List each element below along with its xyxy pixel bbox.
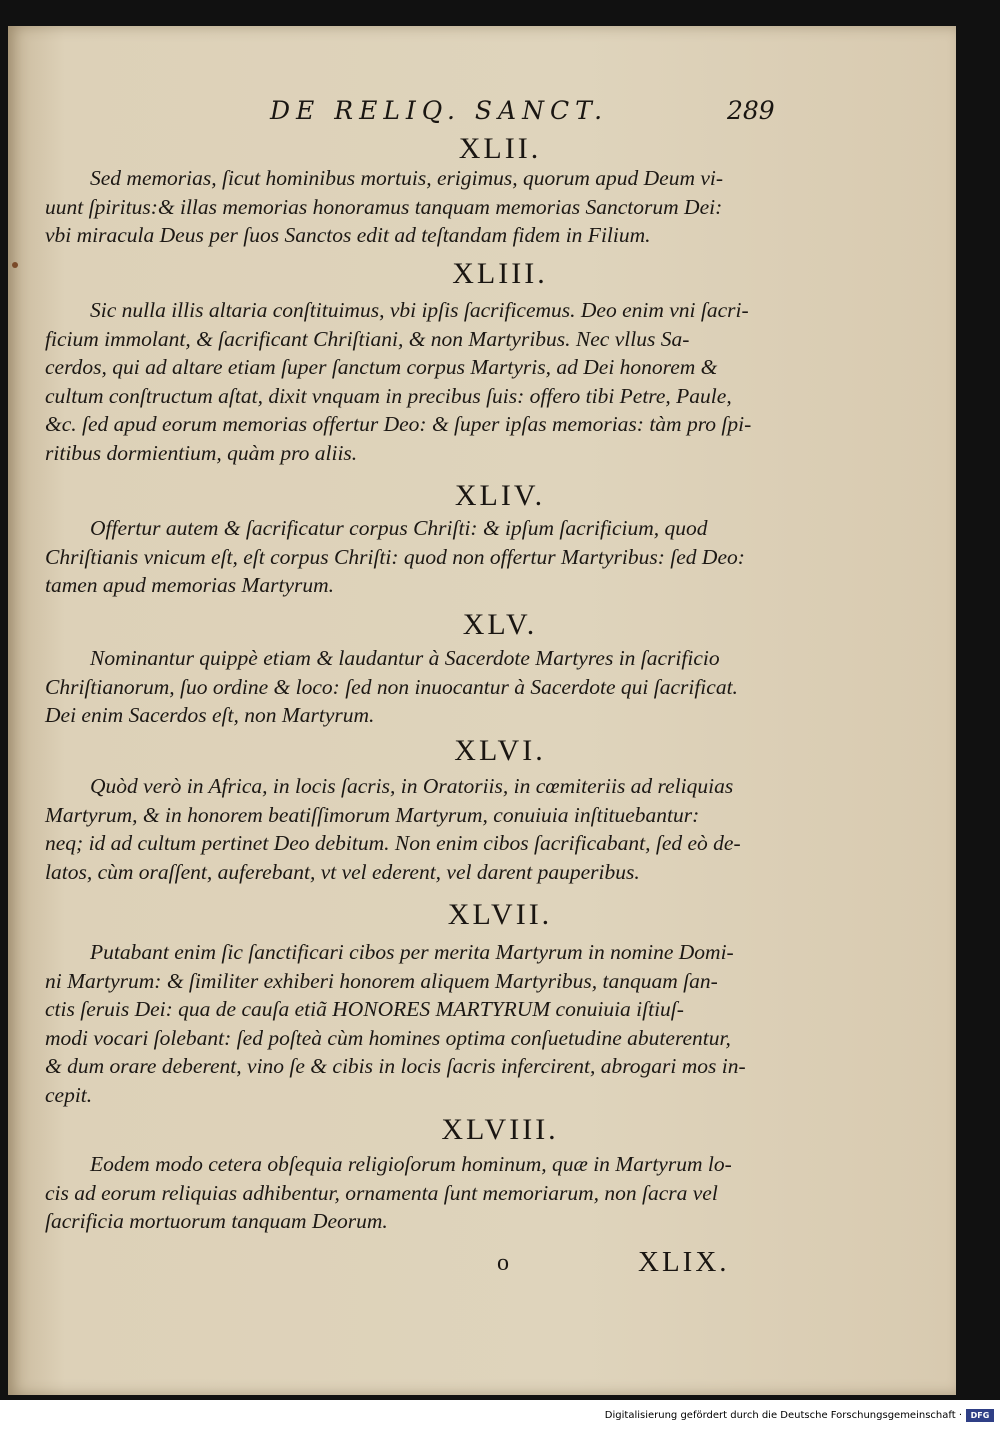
- section-heading: XLVIII.: [441, 1113, 559, 1146]
- section-heading: XLVII.: [447, 898, 553, 931]
- text-line: Chriſtianorum, ſuo ordine & loco: ſed non inuocantur à Sacerdote qui ſacrificat.: [45, 674, 738, 699]
- catchword: XLIX.: [638, 1246, 730, 1278]
- section-paragraph: [45, 164, 765, 250]
- text-line: latos, cùm oraſſent, auferebant, vt vel ederent, vel darent pauperibus.: [45, 859, 640, 884]
- dfg-logo: DFG: [966, 1409, 994, 1422]
- section-heading: XLVI.: [454, 734, 546, 767]
- text-line: tamen apud memorias Martyrum.: [45, 573, 335, 598]
- funding-notice: Digitalisierung gefördert durch die Deutsche Forschungsgemeinschaft ·: [604, 1410, 962, 1421]
- text-line: Sic nulla illis altaria conſtituimus, vbi ipſis ſacrificemus. Deo enim vni ſacri-: [90, 298, 749, 322]
- footer-bar: [0, 1400, 1000, 1429]
- section-paragraph: [45, 772, 765, 886]
- text-line: cerdos, qui ad altare etiam ſuper ſanctum corpus Martyris, ad Dei honorem &: [45, 355, 718, 380]
- text-line: Putabant enim ſic ſanctificari cibos per merita Martyrum in nomine Domi-: [90, 940, 734, 964]
- text-line: & dum orare deberent, vino ſe & cibis in locis ſacris infercirent, abrogari mos in-: [45, 1054, 746, 1079]
- section-heading: XLII.: [458, 132, 542, 165]
- text-line: neq; id ad cultum pertinet Deo debitum. Non enim cibos ſacrificabant, ſed eò de-: [45, 831, 741, 856]
- text-line: vbi miracula Deus per ſuos Sanctos edit ad teſtandam fidem in Filium.: [45, 223, 651, 248]
- text-line: &c. ſed apud eorum memorias offertur Deo: & ſuper ipſas memorias: tàm pro ſpi-: [45, 412, 752, 437]
- text-line: cepit.: [45, 1082, 93, 1107]
- page-number: 289: [727, 96, 775, 125]
- text-line: ctis ſeruis Dei: qua de cauſa etiã HONORES MARTYRUM conuiuia iſtiuſ-: [45, 997, 684, 1022]
- text-line: uunt ſpiritus:& illas memorias honoramus tanquam memorias Sanctorum Dei:: [45, 194, 723, 219]
- text-line: ni Martyrum: & ſimiliter exhiberi honorem aliquem Martyribus, tanquam ſan-: [45, 968, 718, 993]
- section-heading: XLV.: [462, 608, 538, 641]
- text-line: Nominantur quippè etiam & laudantur à Sacerdote Martyres in ſacrificio: [90, 646, 720, 670]
- text-line: Offertur autem & ſacrificatur corpus Chriſti: & ipſum ſacrificium, quod: [90, 516, 708, 540]
- text-line: Chriſtianis vnicum eſt, eſt corpus Chriſti: quod non offertur Martyribus: ſed Deo:: [45, 544, 745, 569]
- section-paragraph: [45, 514, 765, 600]
- section-paragraph: [45, 938, 765, 1110]
- section-heading: XLIII.: [452, 257, 548, 290]
- section-paragraph: [45, 296, 765, 468]
- text-line: Dei enim Sacerdos eſt, non Martyrum.: [45, 703, 375, 728]
- text-line: ritibus dormientium, quàm pro aliis.: [45, 440, 358, 465]
- running-head: DE RELIQ. SANCT.: [270, 96, 609, 125]
- text-line: cis ad eorum reliquias adhibentur, ornamenta ſunt memoriarum, non ſacra vel: [45, 1180, 718, 1205]
- text-line: modi vocari ſolebant: ſed poſteà cùm homines optima conſuetudine abuterentur,: [45, 1025, 731, 1050]
- signature-mark: o: [497, 1250, 509, 1276]
- section-paragraph: [45, 1150, 765, 1236]
- text-line: ficium immolant, & ſacrificant Chriſtiani, & non Martyribus. Nec vllus Sa-: [45, 326, 690, 351]
- text-line: ſacrificia mortuorum tanquam Deorum.: [45, 1209, 388, 1234]
- section-heading: XLIV.: [454, 479, 546, 512]
- text-line: cultum conſtructum aſtat, dixit vnquam in precibus ſuis: offero tibi Petre, Paule,: [45, 383, 732, 408]
- text-line: Eodem modo cetera obſequia religioſorum hominum, quæ in Martyrum lo-: [90, 1152, 732, 1176]
- text-line: Martyrum, & in honorem beatiſſimorum Martyrum, conuiuia inſtituebantur:: [45, 802, 700, 827]
- text-line: Sed memorias, ſicut hominibus mortuis, erigimus, quorum apud Deum vi-: [90, 166, 724, 190]
- section-paragraph: [45, 644, 765, 730]
- text-line: Quòd verò in Africa, in locis ſacris, in Oratoriis, in cœmiteriis ad reliquias: [90, 774, 734, 798]
